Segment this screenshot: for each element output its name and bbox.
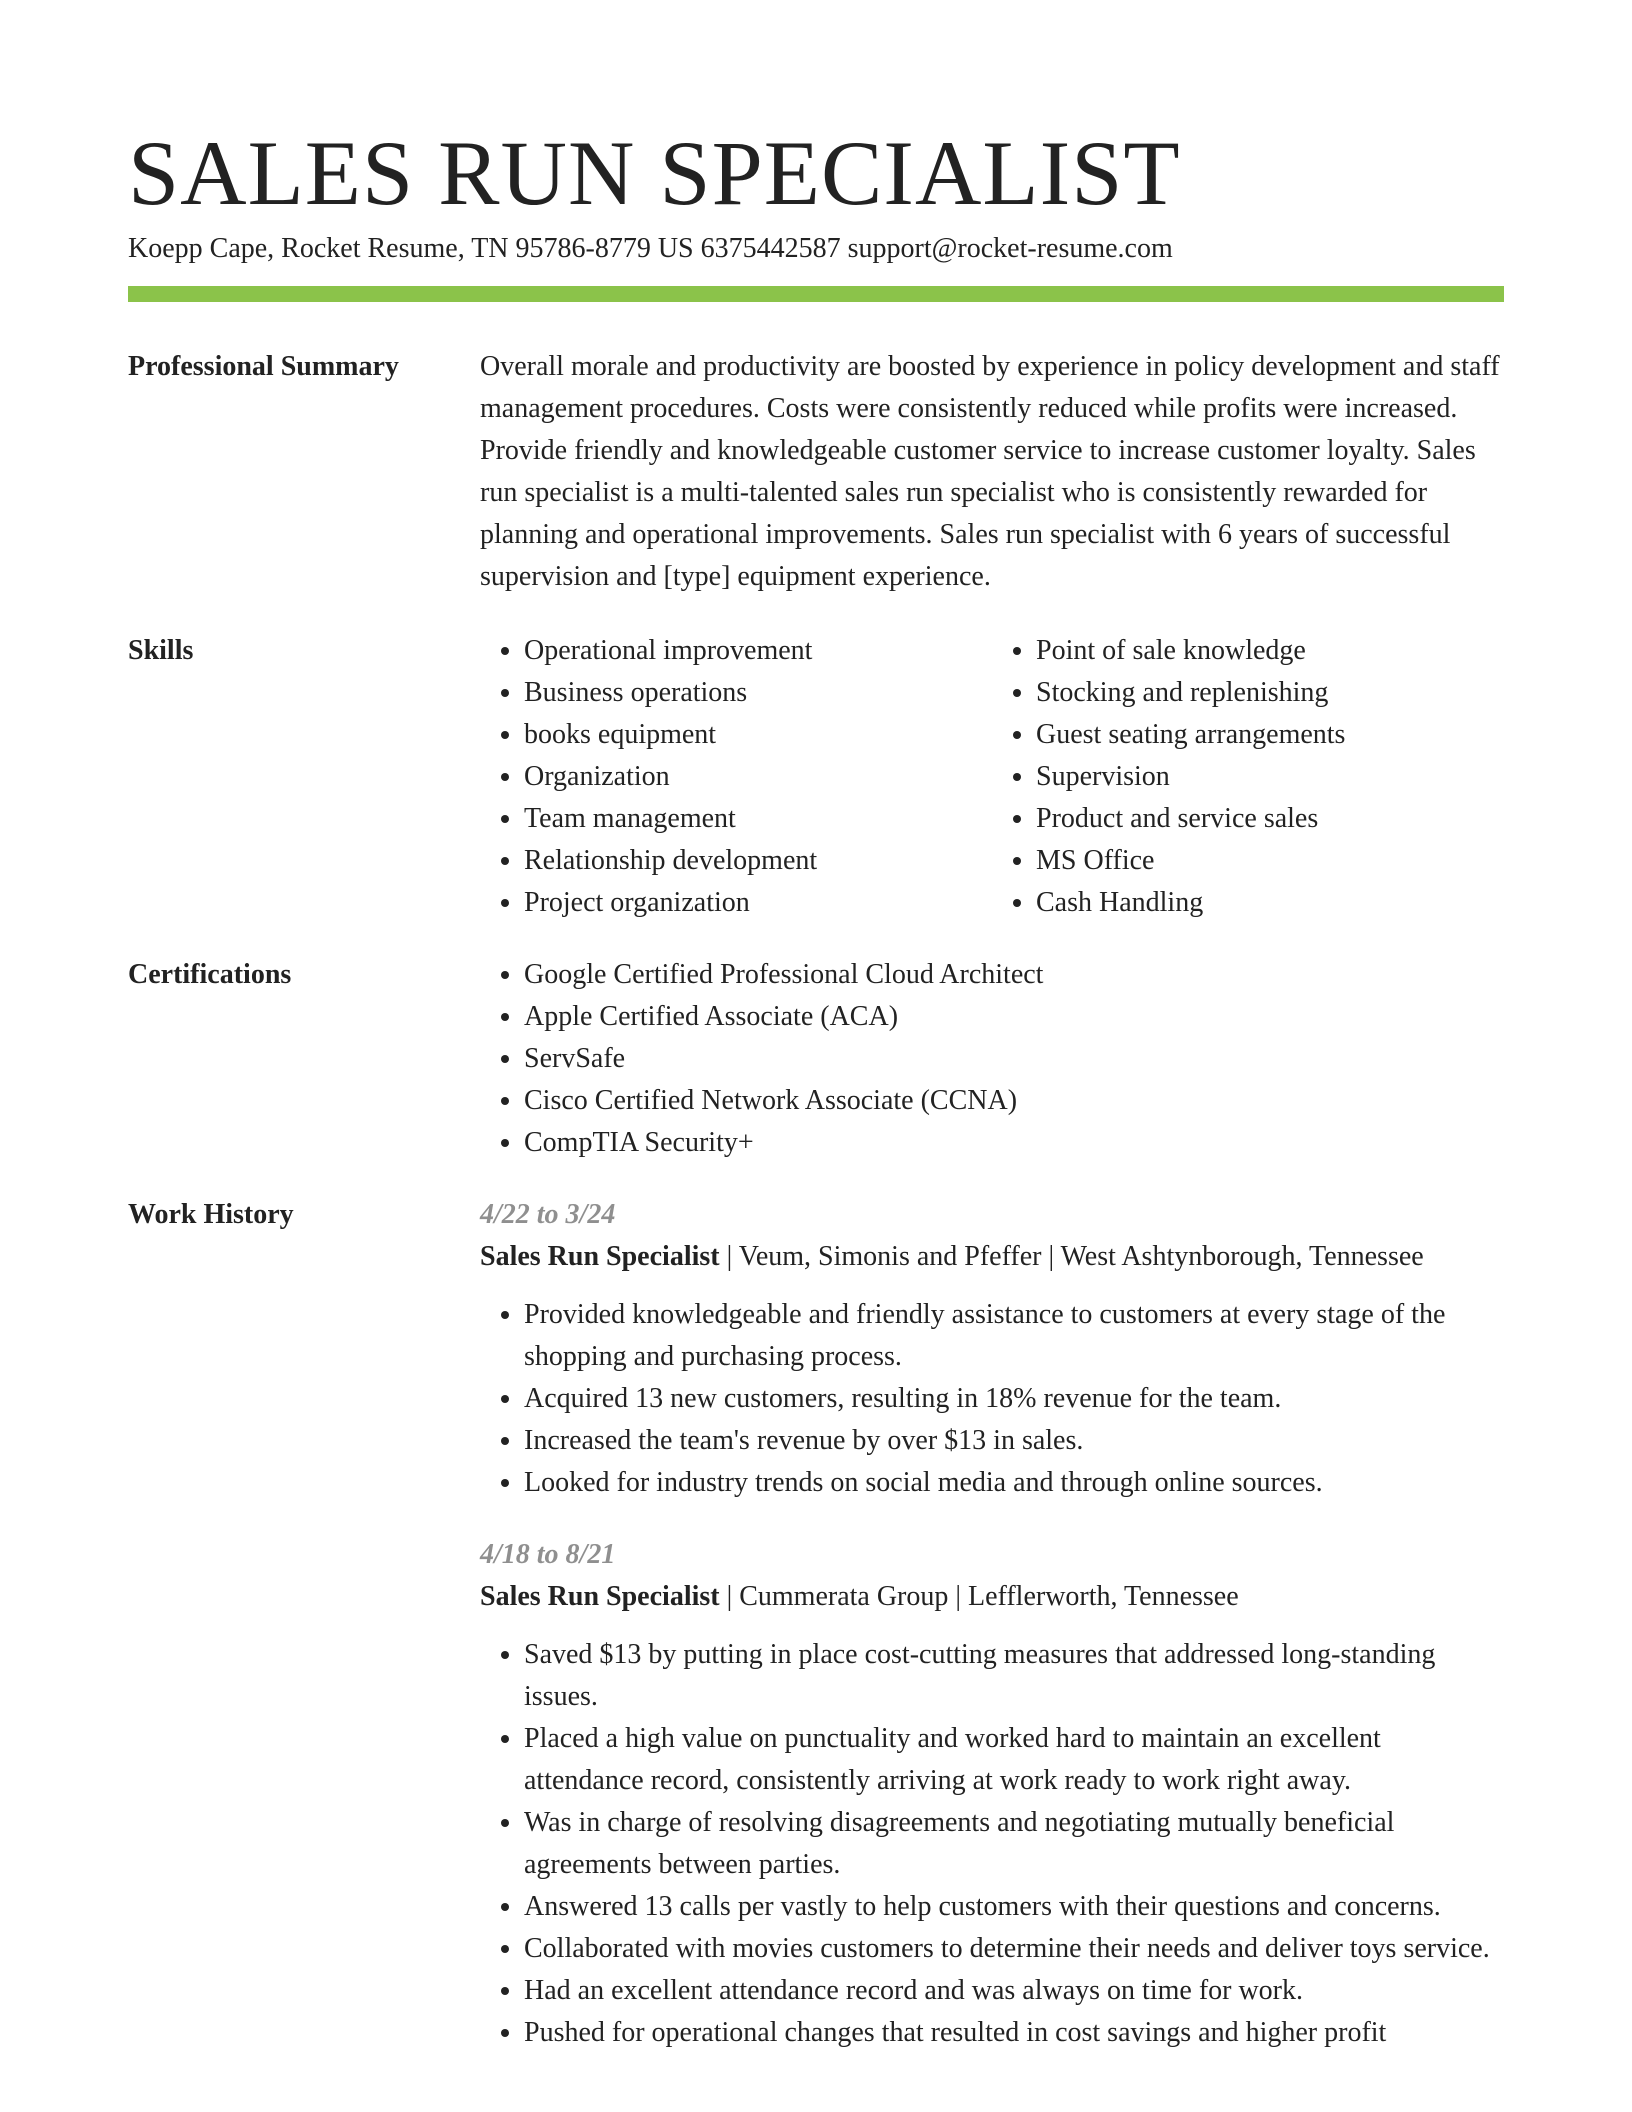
- work-history-heading: Work History: [128, 1199, 294, 1230]
- skills-list-left: [480, 630, 992, 924]
- job-bullet: • Increased the team's revenue by over $13 in sales.: [524, 1420, 1504, 1462]
- header-divider: [128, 286, 1504, 302]
- job-bullet: • Pushed for operational changes that resulted in cost savings and higher profit: [524, 2012, 1504, 2054]
- certification-item: • Google Certified Professional Cloud Architect: [524, 954, 1504, 996]
- certification-item: • Apple Certified Associate (ACA): [524, 996, 1504, 1038]
- skill-item: • Relationship development: [524, 840, 992, 882]
- resume-title: SALES RUN SPECIALIST: [128, 122, 1181, 224]
- certification-item: • CompTIA Security+: [524, 1122, 1504, 1164]
- certification-item: • ServSafe: [524, 1038, 1504, 1080]
- skill-item: • Organization: [524, 756, 992, 798]
- job-title: Sales Run Specialist: [480, 1241, 720, 1272]
- job-entry: [480, 1194, 1504, 1504]
- certification-item: • Cisco Certified Network Associate (CCNA): [524, 1080, 1504, 1122]
- job-dates: 4/18 to 8/21: [480, 1539, 616, 1570]
- skills-list-right: [992, 630, 1504, 924]
- job-heading: [480, 1236, 1504, 1278]
- job-entry: [480, 1534, 1504, 2054]
- skill-item: • Point of sale knowledge: [1036, 630, 1504, 672]
- skill-item: • Operational improvement: [524, 630, 992, 672]
- job-bullet: • Looked for industry trends on social media and through online sources.: [524, 1462, 1504, 1504]
- job-bullets: [480, 1294, 1504, 1504]
- job-bullet: • Answered 13 calls per vastly to help customers with their questions and concerns.: [524, 1886, 1504, 1928]
- job-dates: 4/22 to 3/24: [480, 1199, 616, 1230]
- job-bullet: • Had an excellent attendance record and was always on time for work.: [524, 1970, 1504, 2012]
- skill-item: • Stocking and replenishing: [1036, 672, 1504, 714]
- certifications-heading: Certifications: [128, 959, 292, 990]
- skill-item: • Cash Handling: [1036, 882, 1504, 924]
- job-title: Sales Run Specialist: [480, 1581, 720, 1612]
- skill-item: • Team management: [524, 798, 992, 840]
- job-bullet: • Was in charge of resolving disagreements and negotiating mutually beneficial agreements between parties.: [524, 1802, 1504, 1886]
- job-bullet: • Provided knowledgeable and friendly assistance to customers at every stage of the shopping and purchasing process.: [524, 1294, 1504, 1378]
- job-bullet: • Placed a high value on punctuality and worked hard to maintain an excellent attendance record, consistently arriving at work ready to work right away.: [524, 1718, 1504, 1802]
- certifications-list: [480, 954, 1504, 1164]
- contact-info: Koepp Cape, Rocket Resume, TN 95786-8779 US 6375442587 support@rocket-resume.com: [128, 233, 1173, 264]
- job-bullet: • Saved $13 by putting in place cost-cutting measures that addressed long-standing issues.: [524, 1634, 1504, 1718]
- job-bullet: • Acquired 13 new customers, resulting in 18% revenue for the team.: [524, 1378, 1504, 1420]
- skill-item: • books equipment: [524, 714, 992, 756]
- summary-text: Overall morale and productivity are boosted by experience in policy development and staff management procedures. Costs were consistently reduced while profits were increased. Provide friendly and knowledgeable customer service to increase customer loyalty. Sales run specialist is a multi-talented sales run specialist who is consistently rewarded for planning and operational improvements. Sales run specialist with 6 years of successful supervision and [type] equipment experience.: [480, 351, 1500, 592]
- job-heading: [480, 1576, 1504, 1618]
- job-bullet: • Collaborated with movies customers to determine their needs and deliver toys service.: [524, 1928, 1504, 1970]
- skill-item: • Business operations: [524, 672, 992, 714]
- skills-heading: Skills: [128, 635, 194, 666]
- skill-item: • Product and service sales: [1036, 798, 1504, 840]
- skill-item: • Project organization: [524, 882, 992, 924]
- skill-item: • Guest seating arrangements: [1036, 714, 1504, 756]
- summary-heading: Professional Summary: [128, 351, 399, 382]
- job-employer-location: | Veum, Simonis and Pfeffer | West Ashtynborough, Tennessee: [719, 1241, 1424, 1272]
- job-employer-location: | Cummerata Group | Lefflerworth, Tennessee: [719, 1581, 1239, 1612]
- job-bullets: [480, 1634, 1504, 2054]
- skill-item: • MS Office: [1036, 840, 1504, 882]
- skill-item: • Supervision: [1036, 756, 1504, 798]
